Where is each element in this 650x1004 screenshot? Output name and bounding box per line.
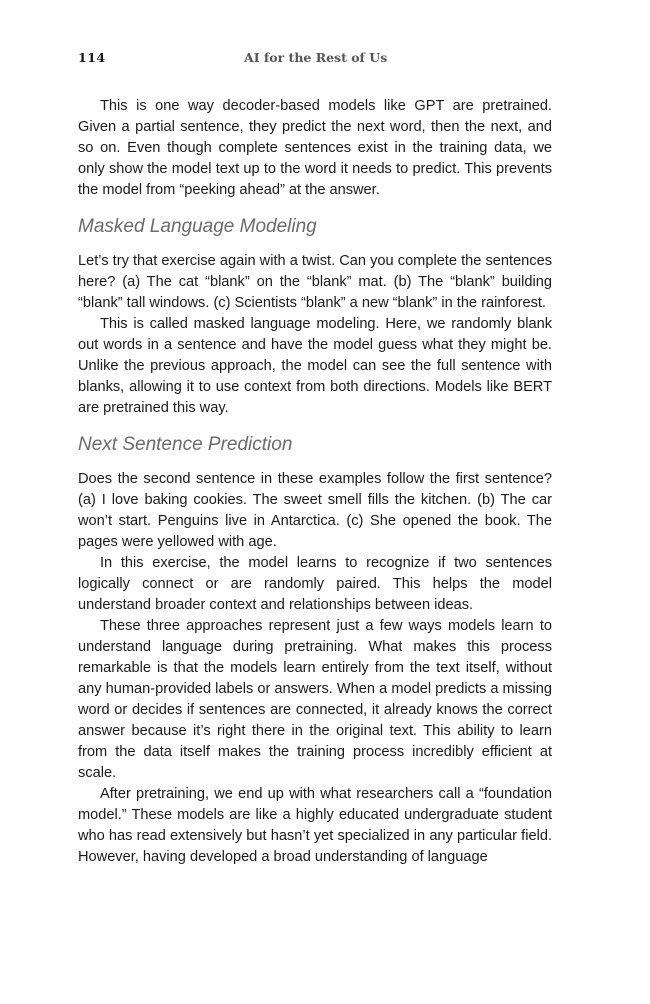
- body-text: [78, 96, 552, 868]
- section-heading-next-sentence-prediction: Next Sentence Prediction: [78, 434, 293, 455]
- page-number: 114: [78, 50, 106, 65]
- paragraph: After pretraining, we end up with what researchers call a “foundation model.” These models are like a highly educated undergraduate student who has read extensively but hasn’t yet specialized in any particular field. However, having developed a broad understanding of language: [78, 786, 552, 865]
- paragraph: These three approaches represent just a few ways models learn to understand language during pretraining. What makes this process remarkable is that the models learn entirely from the text itself, without any human-provided labels or answers. When a model predicts a missing word or decides if sentences are connected, it already knows the correct answer because it’s right there in the original text. This ability to learn from the data itself makes the training process incredibly efficient at scale.: [78, 618, 552, 781]
- running-head: [78, 50, 552, 70]
- paragraph: Let’s try that exercise again with a twist. Can you complete the sentences here? (a) The cat “blank” on the “blank” mat. (b) The “blank” building “blank” tall windows. (c) Scientists “blank” a new “blank” in the rainforest.: [78, 253, 552, 311]
- paragraph: In this exercise, the model learns to recognize if two sentences logically connect or are randomly paired. This helps the model understand broader context and relationships between ideas.: [78, 555, 552, 613]
- section-heading-masked-language-modeling: Masked Language Modeling: [78, 216, 317, 237]
- paragraph: Does the second sentence in these examples follow the first sentence? (a) I love baking cookies. The sweet smell fills the kitchen. (b) The car won’t start. Penguins live in Antarctica. (c) She opened the book. The pages were yellowed with age.: [78, 471, 552, 550]
- book-title: AI for the Rest of Us: [244, 50, 388, 65]
- paragraph: This is called masked language modeling. Here, we randomly blank out words in a sentence and have the model guess what they might be. Unlike the previous approach, the model can see the full sentence with blanks, allowing it to use context from both directions. Models like BERT are pretrained this way.: [78, 316, 552, 416]
- paragraph: This is one way decoder-based models like GPT are pretrained. Given a partial sentence, they predict the next word, then the next, and so on. Even though complete sentences exist in the training data, we only show the model text up to the word it needs to predict. This prevents the model from “peeking ahead” at the answer.: [78, 98, 552, 198]
